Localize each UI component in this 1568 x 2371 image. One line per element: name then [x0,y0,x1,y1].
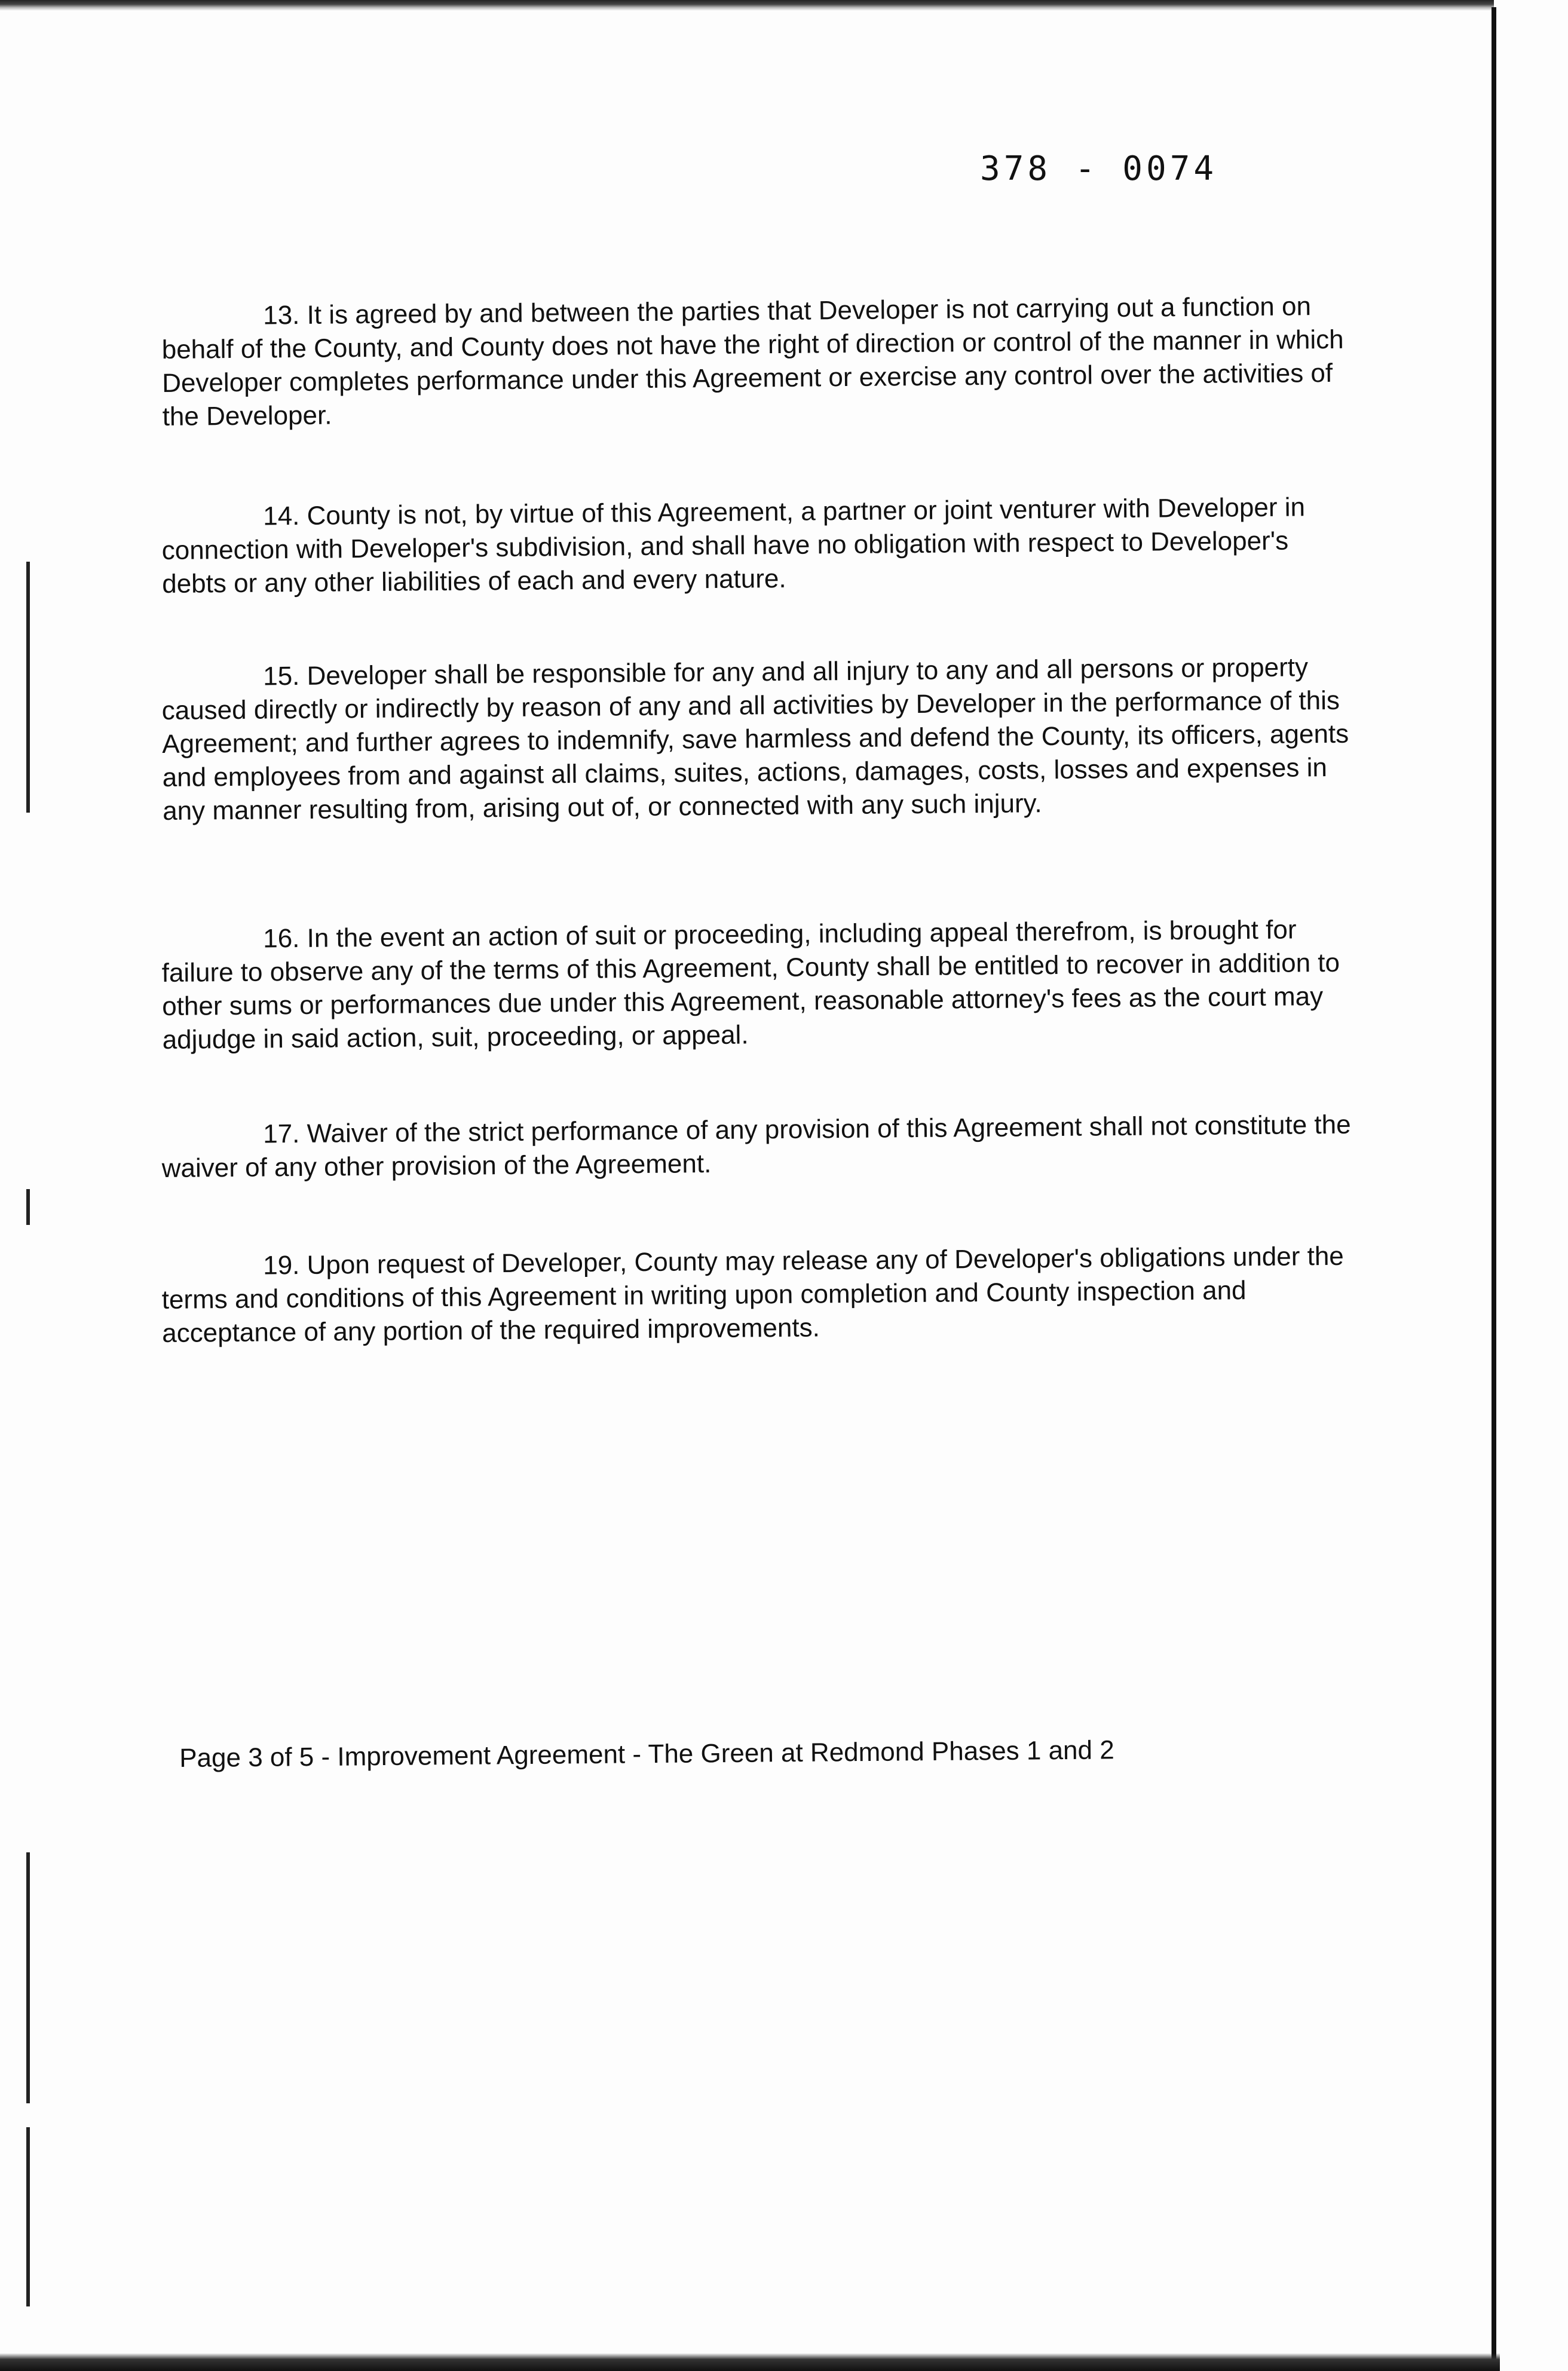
paragraph-13: 13. It is agreed by and between the parties that Developer is not carrying out a function on behalf of the County, and County does not have the right of direction or control of the manner in which Developer completes performance under this Agreement or exercise any control over the activities of the Developer. [161,292,1344,431]
scan-left-mark [26,2127,30,2306]
scan-right-edge [1492,7,1496,2361]
paragraph-17: 17. Waiver of the strict performance of any provision of this Agreement shall not constitute the waiver of any other provision of the Agreement. [161,1110,1351,1183]
page-footer: Page 3 of 5 - Improvement Agreement - The Green at Redmond Phases 1 and 2 [179,1735,1114,1773]
paragraph-14: 14. County is not, by virtue of this Agreement, a partner or joint venturer with Developer in connection with Developer's subdivision, and shall have no obligation with respect to Developer's debts or any other liabilities of each and every nature. [161,492,1306,599]
scan-left-mark [26,1852,30,2103]
paragraph-16: 16. In the event an action of suit or proceeding, including appeal therefrom, is brought for failure to observe any of the terms of this Agreement, County shall be entitled to recover in addition to other sums or performances due under this Agreement, reasonable attorney's fees as the court may adjudge in said action, suit, proceeding, or appeal. [161,915,1340,1055]
scan-left-mark [26,562,30,813]
paragraph-19: 19. Upon request of Developer, County may release any of Developer's obligations under the terms and conditions of this Agreement in writing upon completion and County inspection and acceptance of any portion of the required improvements. [161,1241,1344,1348]
paragraph-15: 15. Developer shall be responsible for any and all injury to any and all persons or property caused directly or indirectly by reason of any and all activities by Developer in the performance of this Agreement; and further agrees to indemnify, save harmless and defend the County, its officers, agents and employees from and against all claims, suites, actions, damages, costs, losses and expenses in any manner resulting from, arising out of, or connected with any such injury. [161,653,1349,826]
document-number-stamp: 378 - 0074 [980,149,1218,188]
scan-bottom-edge [0,2353,1500,2371]
scan-top-edge [0,0,1494,11]
scan-left-mark [26,1189,30,1225]
